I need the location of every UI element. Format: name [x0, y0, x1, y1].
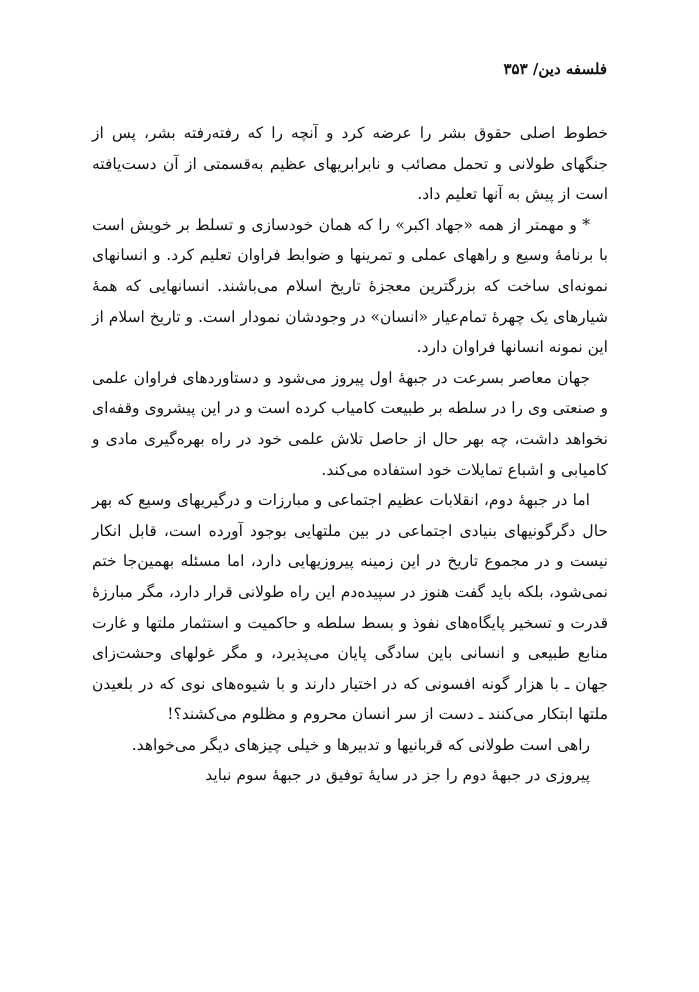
paragraph: جهان معاصر بسرعت در جبههٔ اول پیروز می‌شود و دستاوردهای فراوان علمی و صنعتی وی را در سلطه بر طبیعت کامیاب کرده است و در این پیشروی وقفه‌ای نخواهد داشت، چه بهر حال از حاصل تلاش علمی خود در راه بهره‌گیری مادی و کامیابی و اشباع تمایلات خود استفاده می‌کند.	[92, 368, 608, 479]
running-head: فلسفه دین/ ۳۵۳	[503, 60, 607, 78]
paragraph: راهی است طولانی که قربانیها و تدبیرها و خیلی چیزهای دیگر می‌خواهد.	[131, 735, 590, 754]
body-text	[92, 118, 608, 791]
paragraph: پیروزی در جبههٔ دوم را جز در سایهٔ توفیق در جبههٔ سوم نباید	[205, 766, 590, 785]
paragraph: خطوط اصلی حقوق بشر را عرضه کرد و آنچه را که رفته‌رفته بشر، پس از جنگهای طولانی و تحمل مصائب و نابرابریهای عظیم به‌قسمتی از آن دست‌یافته است از پیش به آنها تعلیم داد.	[92, 124, 608, 204]
paragraph: اما در جبههٔ دوم، انقلابات عظیم اجتماعی و مبارزات و درگیریهای وسیع که بهر حال دگرگونیهای بنیادی اجتماعی در بین ملتهایی بوجود آورده است، قابل انکار نیست و در مجموع تاریخ در این زمینه پیروزیهایی دارد، اما مسئله بهمین‌جا ختم نمی‌شود، بلکه باید گفت هنوز در سپیده‌دم این راه طولانی قرار دارد، مگر مبارزهٔ قدرت و تسخیر پایگاه‌های نفوذ و بسط سلطه و حاکمیت و استثمار ملتها و غارت منابع طبیعی و انسانی باین سادگی پایان می‌پذیرد، و مگر غولهای وحشت‌زای جهان ـ با هزار گونه افسونی که در اختیار دارند و با شیوه‌های نوی که در بلعیدن ملتها ابتکار می‌کنند ـ دست از سر انسان محروم و مظلوم می‌کشند؟!	[92, 491, 608, 724]
paragraph: * و مهمتر از همه «جهاد اکبر» را که همان خودسازی و تسلط بر خویش است با برنامهٔ وسیع و راههای عملی و تمرینها و ضوابط فراوان تعلیم کرد. و انسانهای نمونه‌ای ساخت که بزرگترین معجزهٔ تاریخ اسلام می‌باشند. انسانهایی که همهٔ شیارهای یک چهرهٔ تمام‌عیار «انسان» در وجودشان نمودار است. و تاریخ اسلام از این نمونه انسانها فراوان دارد.	[92, 215, 608, 357]
